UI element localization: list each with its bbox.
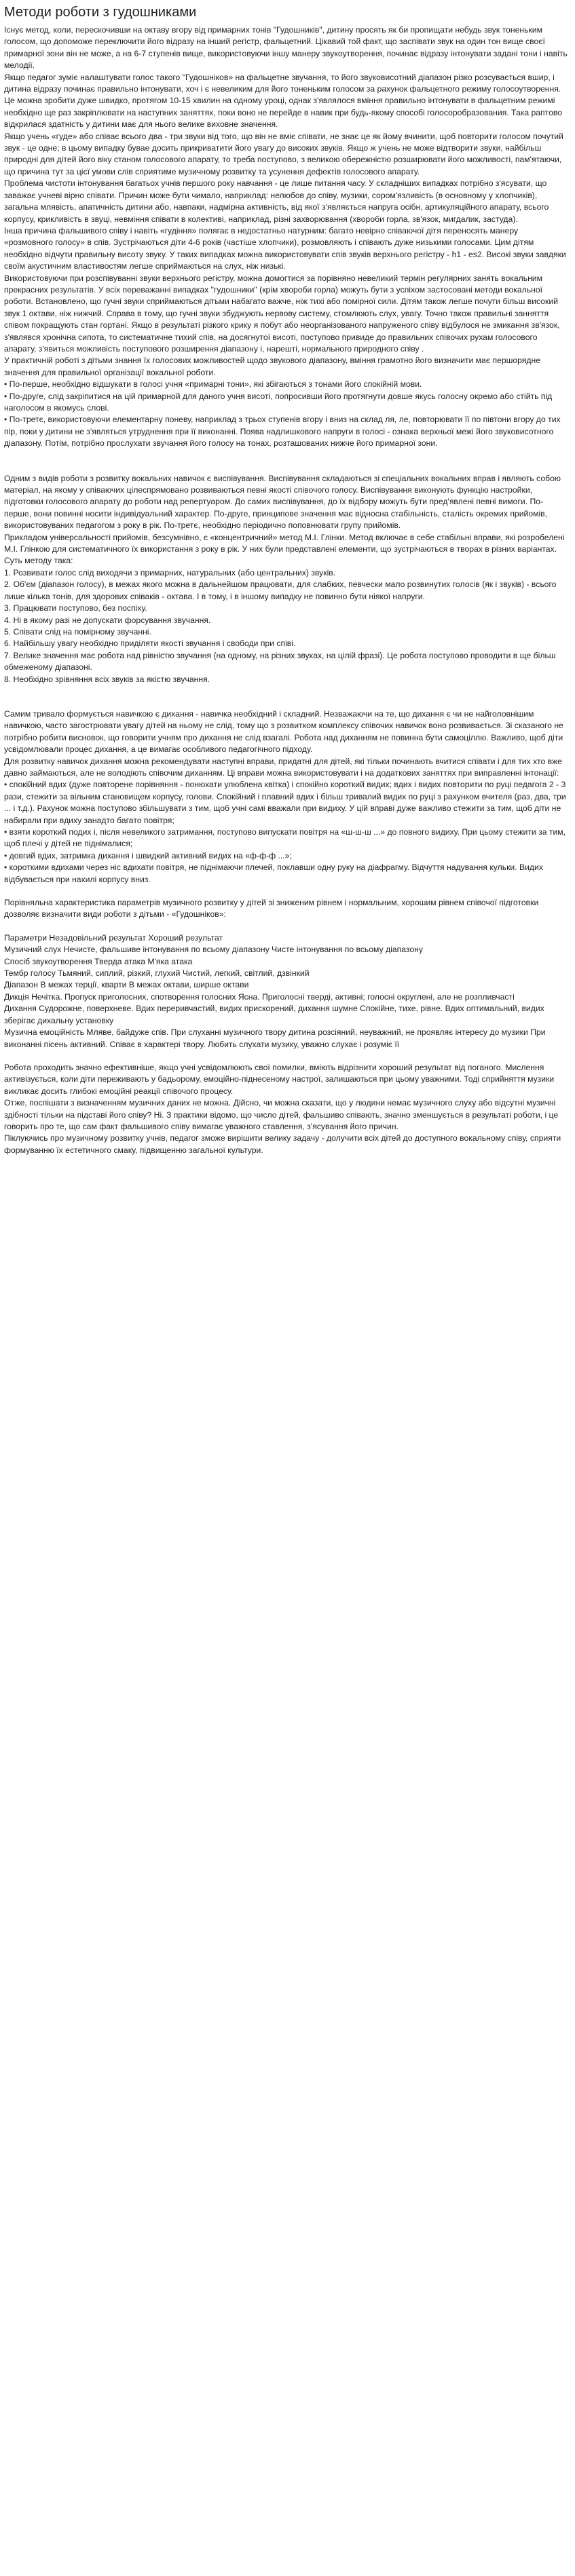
paragraph: Інша причина фальшивого співу і навіть «гудіння» полягає в недостатньо натурним: багато невірно співаючої дітя переносять манеру «розмовного голосу» в спів. Зустрічаються діти 4-6 років (частіше хлопчики), розмовляють і співають дуже низькими голосами. Цим дітям необхідно відчути правильну висоту звуку. У таких випадках можна використовувати спів звуків верхнього регістру - h1 - es2. Високі звуки завдяки своїм акустичним властивостям легше сприймаються на слух, ніж низькі. (4, 225, 566, 271)
page-title: Методи роботи з гудошниками (4, 5, 197, 20)
paragraph: Порівняльна характеристика параметрів музичного розвитку у дітей зі зниженим рівнем і нормальним, хорошим рівнем співочої підготовки дозволяє визначити види роботи з дітьми - «Гудошніков»: (4, 898, 539, 920)
bullet-item: • По-перше, необхідно відшукати в голосі учня «примарні тони», які збігаються з тонами його спокійній мови. (4, 379, 422, 390)
paragraph: 3. Працювати поступово, без поспіху. (4, 603, 147, 613)
paragraph: У практичній роботі з дітьми знання їх голосових можливостей щодо звукового діапазону, вміння грамотно його визначити має першорядне значення для правильної організації вокальної роботи. (4, 356, 541, 377)
bullet-item: • По-друге, слід закріпитися на цій примарной для даного учня висоті, попросивши його протягнути довше якусь голосну окремо або стійть під наголосом в якомусь слові. (4, 391, 553, 413)
bullet-item: • По-третє, використовуючи елементарну поневу, наприклад з трьох ступенів вгору і вниз на склад ля, ле, повторювати її по півтони вгору до тих пір, поки у дитини не з'являться утруднення при її виконанні. Поява надлишкового напруги в голосі - ознака верхньої межі його звуковисотного діапазону. Потім, потрібно прослухати звучання його голосу на тонах, розташованих нижче його примарної зони. (4, 415, 561, 449)
paragraph: Одним з видів роботи з розвитку вокальних навичок є виспівування. Виспівування складаються зі спеціальних вокальних вправ і являють собою матеріал, на якому у співаючих цілеспрямовано розвиваються певні якості співочого голосу. Виспівування виконують функцію настройки, підготовки голосового апарату до роботи над репертуаром. До самих виспівування, до їх відбору можуть бути пред'явлені певні вимоги. По-перше, вони повинні носити індивідуальний характер. По-друге, принципове значення має відносна стабільність, сталість окремих прийомів, використовуваних педагогом з року в рік. По-третє, необхідно періодично поповнювати групу прийомів. (4, 473, 561, 531)
paragraph: 8. Необхідно зрівняння всіх звуків за якістю звучання. (4, 674, 210, 684)
paragraph: 6. Найбільшу увагу необхідно приділяти якості звучання і свободи при співі. (4, 639, 296, 649)
paragraph: Дикція Нечітка. Пропуск приголосних, спотворення голосних Ясна. Приголосні тверді, активні; голосні округлені, але не розпливчасті (4, 991, 515, 1002)
paragraph: Робота проходить значно ефективніше, якщо учні усвідомлюють свої помилки, вміють відрізнити хороший результат від поганого. Мислення активізується, коли діти переживають у бадьорому, емоційно-піднесеному настрої, залишаються при цьому уважними. Тоді сприйняття музики викликає досить глибокі емоційні реакції співочого процесу. (4, 1062, 555, 1096)
paragraph: Для розвитку навичок дихання можна рекомендувати наступні вправи, придатні для дітей, які тільки починають вчитися співати і для тих хто вже давно займаються, але не володіють співочим диханням. Ці вправи можна використовувати і на додаткових заняттях при виправленні інтонації: (4, 756, 562, 778)
paragraph-spacer (4, 1050, 568, 1062)
bullet-item: • взяти короткий подих і, після невеликого затримання, поступово випускати повітря на «ш-ш-ш ...» до повного видиху. При цьому стежити за тим, щоб плечі у дітей не піднімалися; (4, 827, 566, 849)
paragraph: 5. Співати слід на помірному звучанні. (4, 626, 151, 637)
article-body (4, 24, 568, 1156)
article (0, 0, 575, 1162)
paragraph: Тембр голосу Тьмяний, сиплий, різкий, глухий Чистий, легкий, світлий, дзвінкий (4, 968, 310, 979)
paragraph: Піклуючись про музичному розвитку учнів, педагог зможе вирішити велику задачу - долучити всіх дітей до доступного вокальному співу, сприяти формуванню їх естетичного смаку, підвищенню загальної культури. (4, 1133, 561, 1155)
paragraph: Музичний слух Нечисте, фальшиве інтонування по всьому діапазону Чисте інтонування по всьому діапазону (4, 945, 423, 955)
paragraph: Параметри Незадовільний результат Хороший результат (4, 932, 223, 943)
paragraph: Спосіб звукоутворення Тверда атака М'яка атака (4, 956, 193, 966)
paragraph-spacer (4, 450, 568, 461)
paragraph: Прикладом універсальності прийомів, безсумнівно, є «концентричний» метод М.І. Глінки. Метод включає в себе стабільні вправи, які розробелені М.І. Глінкою для систематичного їх використання з року в рік. У них були представлені елементи, що зустрічаються в творах в різних варіантах. Суть методу така: (4, 532, 565, 566)
paragraph: 1. Розвивати голос слід виходячи з примарних, натуральних (або центральних) звуків. (4, 567, 336, 577)
paragraph: Якщо педагог зуміє налаштувати голос такого "Гудошніков» на фальцетне звучання, то його звуковисотний діапазон різко розсувається вшир, і дитина відразу починає правильно інтонувати, хоч і є невеликим для його тоненьким голосом за рахунок фальцетного режиму голосоутворення. Це можна зробити дуже швидко, протягом 10-15 хвилин на одному уроці, однак з'являлося вміння правильно інтонувати в фальцетним режимі необхідно ще раз закріплювати на наступних заняттях, поки воно не перейде в навик при будь-якому способі голосоробразования. Така раптово відкрилася здатність у дитини має для нього велике виховне значення. (4, 72, 562, 130)
paragraph: Існує метод, коли, перескочивши на октаву вгору від примарних тонів "Гудошників", дитину просять як би пропищати небудь звук тоненьким голосом, що допоможе переключити його відразу на інший регістр, фальцетний. Цікавий той факт, що заспівати звук на один тон вище своєї примарної зони він не може, а на 6-7 ступенів вище, використовуючи іншу манеру звукоутворення, починає відразу інтонувати задані тони і навіть мелодії. (4, 25, 568, 71)
paragraph-spacer (4, 685, 568, 697)
paragraph: Проблема чистоти інтонування багатьох учнів першого року навчання - це лише питання часу. У складніших випадках потрібно з'ясувати, що заважає учневі вірно співати. Причин може бути чимало, наприклад: нелюбов до співу, музики, сором'язливість (в основному у хлопчиків), загальна млявість, апатичність дитини або, навпаки, надмірна активність, від якої з'являється напруга осібн, артикуляційного апарату, всього корпусу, крикливість в звуці, невміння співати в колективі, наприклад, різні захворювання (хвороби горла, зв'язок, мигдалик, застуда). (4, 178, 549, 224)
bullet-item: • спокійний вдих (дуже повторене порівняння - понюхати улюблена квітка) і спокійно короткий видих; вдих і видих повторити по руці педагога 2 - 3 рази, стежити за вільним становищем корпусу, голови. Спокійний і плавний вдих і більш тривалий видих по руці з рахунком вчителя (раз, два, три ... і т.д.). Рахунок можна поступово збільшувати з тим, щоб учні самі вважали при видиху. У цій вправі дуже важливо стежити за тим, щоб діти не набирали при вдиху занадто багато повітря; (4, 780, 566, 825)
paragraph: Діапазон В межах терції, кварти В межах октави, ширше октави (4, 980, 249, 990)
paragraph-spacer (4, 886, 568, 897)
paragraph: Використовуючи при розспівуванні звуки верхнього регістру, можна домогтися за порівняно невеликий термін регулярних занять вокальним прекрасних результатів. У всіх переважанні випадках "гудошники" (крім хвороби горла) можуть бути з успіхом застосовані методи вокальної роботи. Встановлено, що гучні звуки сприймаються дітьми набагато важче, ніж тихі або помірної сили. Дітям також легше почути більш високий звук 1 октави, ніж нижчий. Справа в тому, що гучні звуки збуджують нервову систему, стомлюють слух, увагу. Точно також правильні занняття співом покращують стан гортані. Якщо в результаті різкого крику я побут або неорганізованого напруженого співу відбулося не змикання зв'язок, з'являвся хронічна сипота, то систематичне тихий спів, на досягнутої висоті, поступово привиде до правильних співочих рухам голосового апарату, з'явиться можливість поступового розширення діапазону і, нарешті, нормального природного співу . (4, 273, 560, 354)
paragraph: 7. Велике значення має робота над рівністю звучання (на одному, на різних звуках, на цілій фразі). Це робота поступово проводити в ще більш обмеженому діапазоні. (4, 650, 556, 673)
paragraph: 2. Об'єм (діапазон голосу), в межах якого можна в дальнейшом працювати, для слабких, певчески мало розвинутих голосів (як і звуків) - всього лише кілька тонів, для здорових співаків - октава. І в тому, і в іншому випадку не повинно бути ніякої напруги. (4, 580, 557, 601)
paragraph: Самим тривало формується навичкою є дихання - навичка необхідний і складний. Незважаючи на те, що дихання є чи не найголовнішим навичкою, часто загострювати увагу дітей на ньому не слід, тому що з розвитком комплексу співочих навичок воно розвивається. Зі сказаного не потрібно робити висновок, що говорити учням про дихання не слід взагалі. Робота над диханням не повинна бути самоціллю. Важливо, щоб діти усвідомлювали процес дихання, а це вимагає особливого педагогічного підходу. (4, 708, 563, 755)
paragraph: Дихання Судорожне, поверхневе. Вдих переривчастий, видих прискорений, дихання шумне Спокійне, тихе, рівне. Вдих оптимальний, видих зберігає дихальну установку (4, 1004, 544, 1025)
paragraph: Музична емоційність Мляве, байдуже спів. При слуханні музичного твору дитина розсіяний, неуважний, не проявляє інтересу до музики При виконанні пісень активний. Співає в характері твору. Любить слухати музику, уважно слухає і розуміє її (4, 1027, 546, 1049)
paragraph-spacer (4, 697, 568, 708)
paragraph-spacer (4, 921, 568, 932)
paragraph-spacer (4, 461, 568, 473)
paragraph: 4. Ні в якому разі не допускати форсування звучання. (4, 615, 211, 625)
bullet-item: • довгий вдих, затримка дихання і швидкий активний видих на «ф-ф-ф ...»; (4, 850, 292, 860)
bullet-item: • короткими вдихами через ніс вдихати повітря, не піднімаючи плечей, поклавши одну руку на діафрагму. Відчуття надування кульки. Видих відбувається при нахилі корпусу вниз. (4, 863, 543, 884)
paragraph: Якщо учень «гуде» або співає всього два - три звуки від того, що він не вміє співати, не знає це як йому вчинити, щоб повторити голосом почутий звук - це одне; в цьому випадку бувае досить прикриватити його увагу до високих звуків. Якщо ж учень не може відтворити звуки, найбільш природні для дітей його віку станом голосового апарату, то треба поступово, з великою обережністю розширювати його можливості, пам'ятаючи, що причина тут за цієї умови слів сприятиме музичному розвитку та усунення дефектів голосового апарату. (4, 131, 563, 176)
paragraph: Отже, поспішати з визначенням музичних даних не можна. Дійсно, чи можна сказати, що у людини немає музичного слуху або відсутні музичні здібності тільки на підставі його співу? Ні. З практики відомо, що число дітей, фальшиво співають, значно зменшується в результаті роботи, і це говорить про те, що сам факт фальшивого співу вимагає уважного ставлення, з'ясування його причин. (4, 1098, 559, 1131)
